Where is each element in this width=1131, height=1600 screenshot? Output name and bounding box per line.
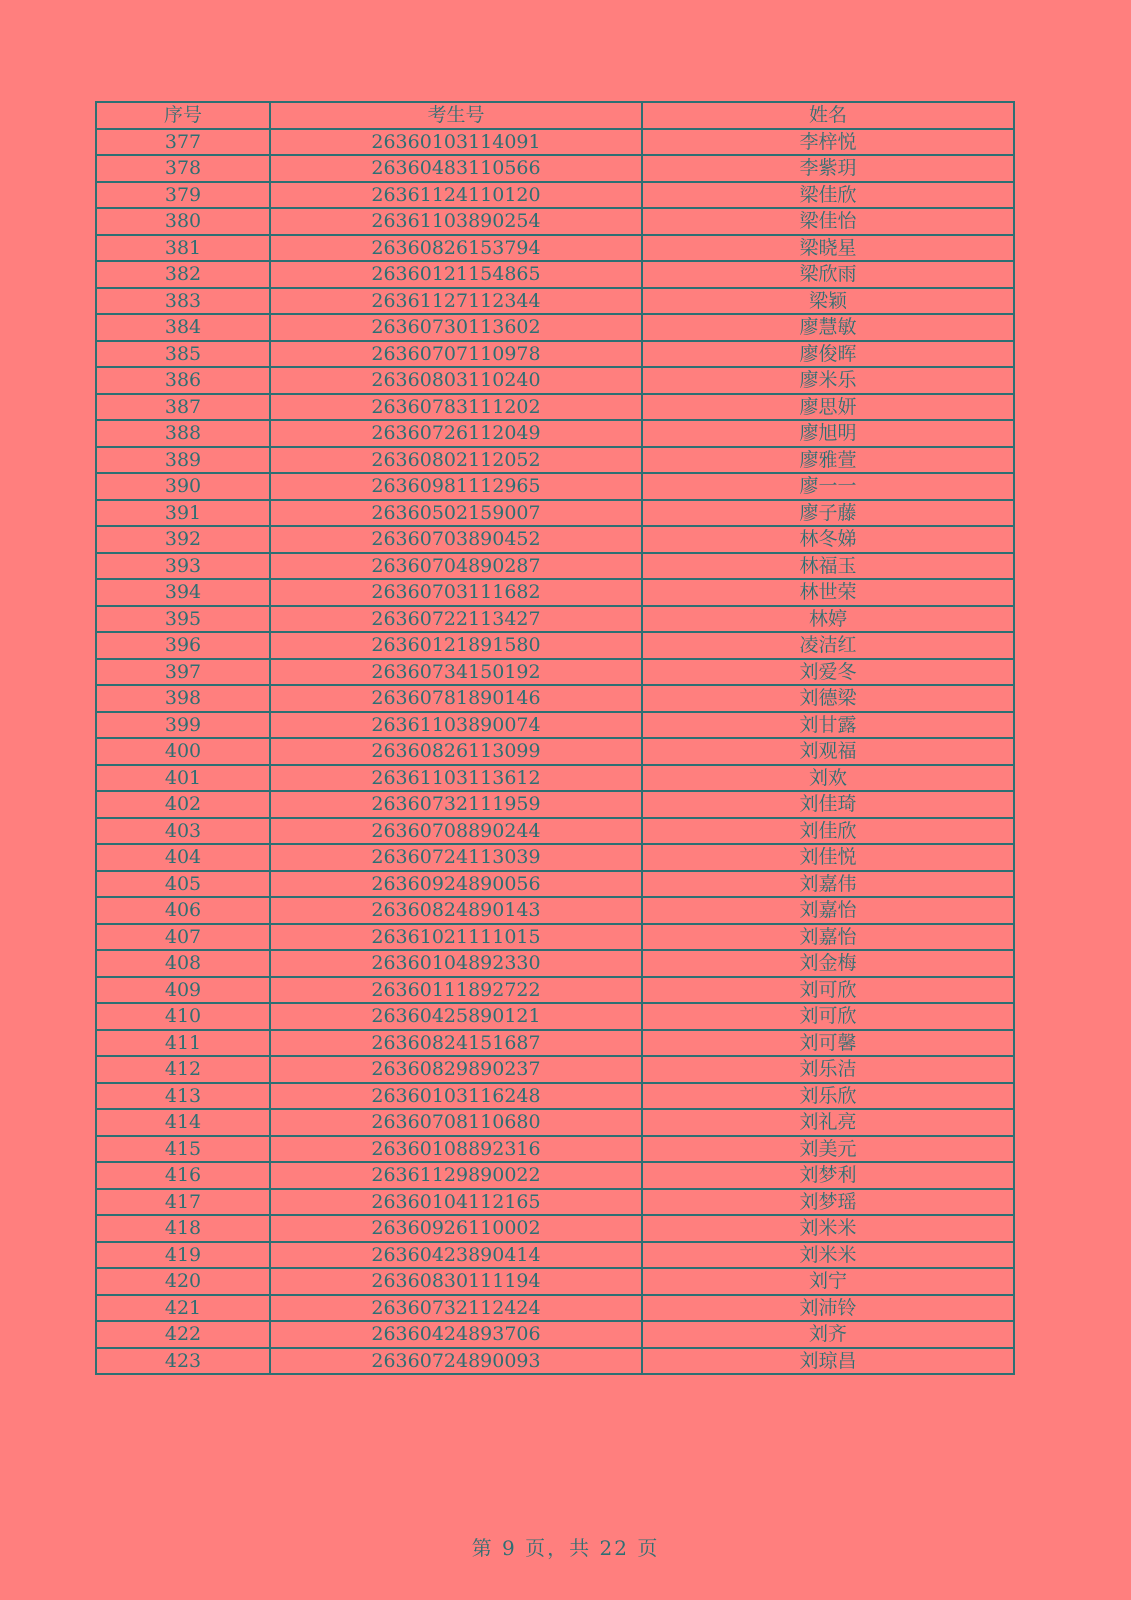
cell-seq: 390 xyxy=(96,473,270,500)
cell-seq: 413 xyxy=(96,1083,270,1110)
cell-name: 刘礼亮 xyxy=(642,1109,1014,1136)
table-row xyxy=(96,844,1014,871)
table-row xyxy=(96,367,1014,394)
cell-seq: 398 xyxy=(96,685,270,712)
cell-name: 刘可馨 xyxy=(642,1030,1014,1057)
cell-name: 廖米乐 xyxy=(642,367,1014,394)
cell-name: 林婷 xyxy=(642,606,1014,633)
table-row xyxy=(96,1189,1014,1216)
cell-seq: 409 xyxy=(96,977,270,1004)
table-row xyxy=(96,314,1014,341)
table-row xyxy=(96,950,1014,977)
cell-name: 李紫玥 xyxy=(642,155,1014,182)
cell-exam-id: 26360824890143 xyxy=(270,897,642,924)
cell-name: 刘乐洁 xyxy=(642,1056,1014,1083)
cell-exam-id: 26360981112965 xyxy=(270,473,642,500)
header-seq: 序号 xyxy=(96,102,270,129)
table-row xyxy=(96,659,1014,686)
table-row xyxy=(96,394,1014,421)
cell-name: 刘爱冬 xyxy=(642,659,1014,686)
table-row xyxy=(96,1083,1014,1110)
cell-seq: 386 xyxy=(96,367,270,394)
cell-seq: 407 xyxy=(96,924,270,951)
table-row xyxy=(96,341,1014,368)
header-exam-id: 考生号 xyxy=(270,102,642,129)
cell-exam-id: 26360734150192 xyxy=(270,659,642,686)
cell-name: 刘嘉怡 xyxy=(642,897,1014,924)
table-row xyxy=(96,1109,1014,1136)
cell-exam-id: 26360830111194 xyxy=(270,1268,642,1295)
table-row xyxy=(96,261,1014,288)
cell-seq: 385 xyxy=(96,341,270,368)
cell-seq: 377 xyxy=(96,129,270,156)
cell-name: 刘佳欣 xyxy=(642,818,1014,845)
cell-exam-id: 26361021111015 xyxy=(270,924,642,951)
cell-exam-id: 26360726112049 xyxy=(270,420,642,447)
cell-name: 廖俊晖 xyxy=(642,341,1014,368)
table-row xyxy=(96,182,1014,209)
cell-exam-id: 26360732112424 xyxy=(270,1295,642,1322)
roster-table xyxy=(95,101,1015,1375)
cell-exam-id: 26360783111202 xyxy=(270,394,642,421)
cell-seq: 399 xyxy=(96,712,270,739)
cell-exam-id: 26360121891580 xyxy=(270,632,642,659)
cell-seq: 388 xyxy=(96,420,270,447)
cell-exam-id: 26360121154865 xyxy=(270,261,642,288)
cell-exam-id: 26360423890414 xyxy=(270,1242,642,1269)
cell-seq: 396 xyxy=(96,632,270,659)
cell-seq: 403 xyxy=(96,818,270,845)
table-row xyxy=(96,235,1014,262)
cell-name: 刘沛铃 xyxy=(642,1295,1014,1322)
cell-name: 凌洁红 xyxy=(642,632,1014,659)
cell-seq: 412 xyxy=(96,1056,270,1083)
cell-seq: 417 xyxy=(96,1189,270,1216)
cell-name: 刘金梅 xyxy=(642,950,1014,977)
cell-seq: 392 xyxy=(96,526,270,553)
cell-seq: 379 xyxy=(96,182,270,209)
table-row xyxy=(96,977,1014,1004)
table-row xyxy=(96,288,1014,315)
cell-exam-id: 26360732111959 xyxy=(270,791,642,818)
cell-exam-id: 26360826153794 xyxy=(270,235,642,262)
cell-exam-id: 26360707110978 xyxy=(270,341,642,368)
cell-exam-id: 26360730113602 xyxy=(270,314,642,341)
table-header xyxy=(96,102,1014,129)
cell-seq: 410 xyxy=(96,1003,270,1030)
page-footer xyxy=(0,1532,1131,1561)
cell-name: 刘欢 xyxy=(642,765,1014,792)
cell-name: 梁佳怡 xyxy=(642,208,1014,235)
table-row xyxy=(96,632,1014,659)
cell-seq: 393 xyxy=(96,553,270,580)
cell-exam-id: 26360802112052 xyxy=(270,447,642,474)
table-row xyxy=(96,791,1014,818)
cell-name: 林世荣 xyxy=(642,579,1014,606)
cell-exam-id: 26360708110680 xyxy=(270,1109,642,1136)
cell-exam-id: 26360104892330 xyxy=(270,950,642,977)
footer-suffix: 页 xyxy=(637,1536,660,1560)
table-row xyxy=(96,924,1014,951)
cell-name: 刘米米 xyxy=(642,1242,1014,1269)
table-row xyxy=(96,473,1014,500)
cell-seq: 420 xyxy=(96,1268,270,1295)
table-row xyxy=(96,447,1014,474)
cell-exam-id: 26360703890452 xyxy=(270,526,642,553)
table-row xyxy=(96,1295,1014,1322)
cell-exam-id: 26361103890074 xyxy=(270,712,642,739)
cell-exam-id: 26360724890093 xyxy=(270,1348,642,1375)
footer-current-page: 9 xyxy=(502,1536,517,1560)
cell-seq: 422 xyxy=(96,1321,270,1348)
cell-name: 廖慧敏 xyxy=(642,314,1014,341)
cell-seq: 384 xyxy=(96,314,270,341)
cell-exam-id: 26361127112344 xyxy=(270,288,642,315)
table-row xyxy=(96,871,1014,898)
table-row xyxy=(96,818,1014,845)
cell-seq: 397 xyxy=(96,659,270,686)
cell-name: 刘宁 xyxy=(642,1268,1014,1295)
cell-seq: 394 xyxy=(96,579,270,606)
cell-name: 刘乐欣 xyxy=(642,1083,1014,1110)
cell-exam-id: 26360924890056 xyxy=(270,871,642,898)
cell-exam-id: 26360724113039 xyxy=(270,844,642,871)
cell-name: 刘琼昌 xyxy=(642,1348,1014,1375)
table-row xyxy=(96,579,1014,606)
cell-name: 梁颖 xyxy=(642,288,1014,315)
table-row xyxy=(96,1136,1014,1163)
cell-seq: 418 xyxy=(96,1215,270,1242)
cell-seq: 378 xyxy=(96,155,270,182)
table-row xyxy=(96,1321,1014,1348)
cell-exam-id: 26360926110002 xyxy=(270,1215,642,1242)
cell-name: 刘齐 xyxy=(642,1321,1014,1348)
cell-name: 刘德梁 xyxy=(642,685,1014,712)
table-row xyxy=(96,1215,1014,1242)
table-row xyxy=(96,208,1014,235)
cell-name: 廖旭明 xyxy=(642,420,1014,447)
cell-seq: 411 xyxy=(96,1030,270,1057)
table-row xyxy=(96,606,1014,633)
cell-name: 廖雅萱 xyxy=(642,447,1014,474)
table-row xyxy=(96,712,1014,739)
cell-name: 刘美元 xyxy=(642,1136,1014,1163)
cell-exam-id: 26360108892316 xyxy=(270,1136,642,1163)
table-row xyxy=(96,553,1014,580)
table-row xyxy=(96,526,1014,553)
table-row xyxy=(96,129,1014,156)
cell-seq: 400 xyxy=(96,738,270,765)
cell-name: 刘佳琦 xyxy=(642,791,1014,818)
cell-name: 林冬娣 xyxy=(642,526,1014,553)
cell-exam-id: 26360424893706 xyxy=(270,1321,642,1348)
cell-seq: 401 xyxy=(96,765,270,792)
cell-seq: 380 xyxy=(96,208,270,235)
cell-name: 李梓悦 xyxy=(642,129,1014,156)
cell-seq: 389 xyxy=(96,447,270,474)
table-row xyxy=(96,1030,1014,1057)
cell-seq: 395 xyxy=(96,606,270,633)
table-row xyxy=(96,738,1014,765)
cell-seq: 414 xyxy=(96,1109,270,1136)
cell-exam-id: 26360824151687 xyxy=(270,1030,642,1057)
table-row xyxy=(96,1056,1014,1083)
cell-seq: 383 xyxy=(96,288,270,315)
cell-seq: 415 xyxy=(96,1136,270,1163)
cell-name: 梁欣雨 xyxy=(642,261,1014,288)
header-name: 姓名 xyxy=(642,102,1014,129)
table-row xyxy=(96,685,1014,712)
cell-seq: 402 xyxy=(96,791,270,818)
table-row xyxy=(96,765,1014,792)
table-row xyxy=(96,897,1014,924)
cell-name: 刘可欣 xyxy=(642,1003,1014,1030)
cell-seq: 423 xyxy=(96,1348,270,1375)
cell-seq: 387 xyxy=(96,394,270,421)
cell-name: 刘观福 xyxy=(642,738,1014,765)
cell-exam-id: 26360104112165 xyxy=(270,1189,642,1216)
table-row xyxy=(96,1162,1014,1189)
table-row xyxy=(96,155,1014,182)
cell-seq: 405 xyxy=(96,871,270,898)
cell-seq: 408 xyxy=(96,950,270,977)
roster-table-wrapper xyxy=(95,101,1013,1375)
cell-exam-id: 26360425890121 xyxy=(270,1003,642,1030)
cell-seq: 404 xyxy=(96,844,270,871)
cell-seq: 406 xyxy=(96,897,270,924)
cell-exam-id: 26360781890146 xyxy=(270,685,642,712)
cell-name: 刘米米 xyxy=(642,1215,1014,1242)
cell-exam-id: 26361129890022 xyxy=(270,1162,642,1189)
cell-name: 刘嘉怡 xyxy=(642,924,1014,951)
cell-seq: 382 xyxy=(96,261,270,288)
cell-name: 廖思妍 xyxy=(642,394,1014,421)
cell-exam-id: 26360703111682 xyxy=(270,579,642,606)
cell-exam-id: 26361124110120 xyxy=(270,182,642,209)
cell-name: 廖一一 xyxy=(642,473,1014,500)
cell-name: 刘梦瑶 xyxy=(642,1189,1014,1216)
cell-exam-id: 26360708890244 xyxy=(270,818,642,845)
cell-exam-id: 26361103890254 xyxy=(270,208,642,235)
cell-seq: 421 xyxy=(96,1295,270,1322)
table-row xyxy=(96,1268,1014,1295)
cell-seq: 391 xyxy=(96,500,270,527)
cell-exam-id: 26360829890237 xyxy=(270,1056,642,1083)
cell-name: 梁晓星 xyxy=(642,235,1014,262)
table-body xyxy=(96,129,1014,1375)
cell-exam-id: 26360103116248 xyxy=(270,1083,642,1110)
header-row xyxy=(96,102,1014,129)
table-row xyxy=(96,420,1014,447)
cell-name: 刘梦利 xyxy=(642,1162,1014,1189)
cell-name: 林福玉 xyxy=(642,553,1014,580)
table-row xyxy=(96,1348,1014,1375)
cell-exam-id: 26360502159007 xyxy=(270,500,642,527)
cell-name: 廖子藤 xyxy=(642,500,1014,527)
cell-name: 刘甘露 xyxy=(642,712,1014,739)
cell-name: 刘可欣 xyxy=(642,977,1014,1004)
cell-name: 刘佳悦 xyxy=(642,844,1014,871)
table-row xyxy=(96,1242,1014,1269)
footer-middle: 页，共 xyxy=(525,1536,592,1560)
cell-exam-id: 26360483110566 xyxy=(270,155,642,182)
cell-name: 梁佳欣 xyxy=(642,182,1014,209)
cell-name: 刘嘉伟 xyxy=(642,871,1014,898)
cell-exam-id: 26360111892722 xyxy=(270,977,642,1004)
cell-exam-id: 26360826113099 xyxy=(270,738,642,765)
cell-exam-id: 26360722113427 xyxy=(270,606,642,633)
cell-seq: 416 xyxy=(96,1162,270,1189)
cell-exam-id: 26360103114091 xyxy=(270,129,642,156)
footer-total-pages: 22 xyxy=(599,1536,629,1560)
footer-prefix: 第 xyxy=(471,1536,494,1560)
cell-exam-id: 26360803110240 xyxy=(270,367,642,394)
cell-exam-id: 26361103113612 xyxy=(270,765,642,792)
cell-exam-id: 26360704890287 xyxy=(270,553,642,580)
cell-seq: 419 xyxy=(96,1242,270,1269)
cell-seq: 381 xyxy=(96,235,270,262)
table-row xyxy=(96,1003,1014,1030)
table-row xyxy=(96,500,1014,527)
